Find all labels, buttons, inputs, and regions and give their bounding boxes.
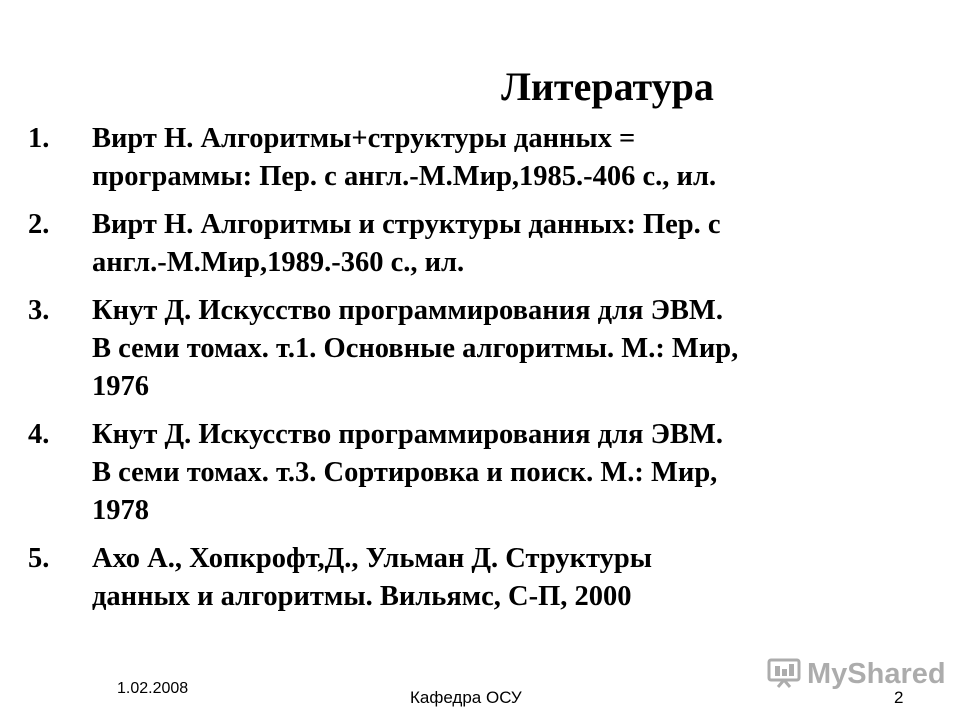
reference-number: 5.	[28, 543, 50, 574]
reference-item	[28, 416, 938, 530]
reference-number: 4.	[28, 419, 50, 450]
reference-number: 1.	[28, 123, 50, 154]
slide-title: Литература	[501, 64, 714, 109]
footer-department: Кафедра ОСУ	[410, 688, 522, 707]
reference-text-line: англ.-М.Мир,1989.-360 с., ил.	[92, 247, 465, 278]
reference-text-line: 1978	[92, 495, 149, 526]
reference-number: 2.	[28, 209, 50, 240]
reference-list	[28, 120, 938, 626]
watermark	[767, 656, 957, 690]
reference-item	[28, 120, 938, 196]
reference-text-line: 1976	[92, 371, 149, 402]
reference-item	[28, 206, 938, 282]
watermark-logo-text	[807, 656, 957, 690]
presentation-screen-icon	[767, 658, 801, 688]
reference-text-line: Кнут Д. Искусство программирования для ЭВМ.	[92, 295, 723, 326]
reference-text-line: В семи томах. т.3. Сортировка и поиск. М.: Мир,	[92, 457, 718, 488]
reference-item	[28, 540, 938, 616]
svg-text:MyShared: MyShared	[807, 658, 946, 690]
reference-text-line: Вирт Н. Алгоритмы+структуры данных =	[92, 123, 636, 154]
reference-text-line: программы: Пер. с англ.-М.Мир,1985.-406 с., ил.	[92, 161, 717, 192]
reference-text-line: В семи томах. т.1. Основные алгоритмы. М.: Мир,	[92, 333, 739, 364]
reference-number: 3.	[28, 295, 50, 326]
reference-text-line: Ахо А., Хопкрофт,Д., Ульман Д. Структуры	[92, 543, 652, 574]
footer-date: 1.02.2008	[117, 680, 189, 697]
footer-page-number: 2	[894, 688, 904, 707]
reference-text-line: Вирт Н. Алгоритмы и структуры данных: Пер. с	[92, 209, 721, 240]
reference-text-line: данных и алгоритмы. Вильямс, С-П, 2000	[92, 581, 632, 612]
reference-item	[28, 292, 938, 406]
reference-text-line: Кнут Д. Искусство программирования для ЭВМ.	[92, 419, 723, 450]
